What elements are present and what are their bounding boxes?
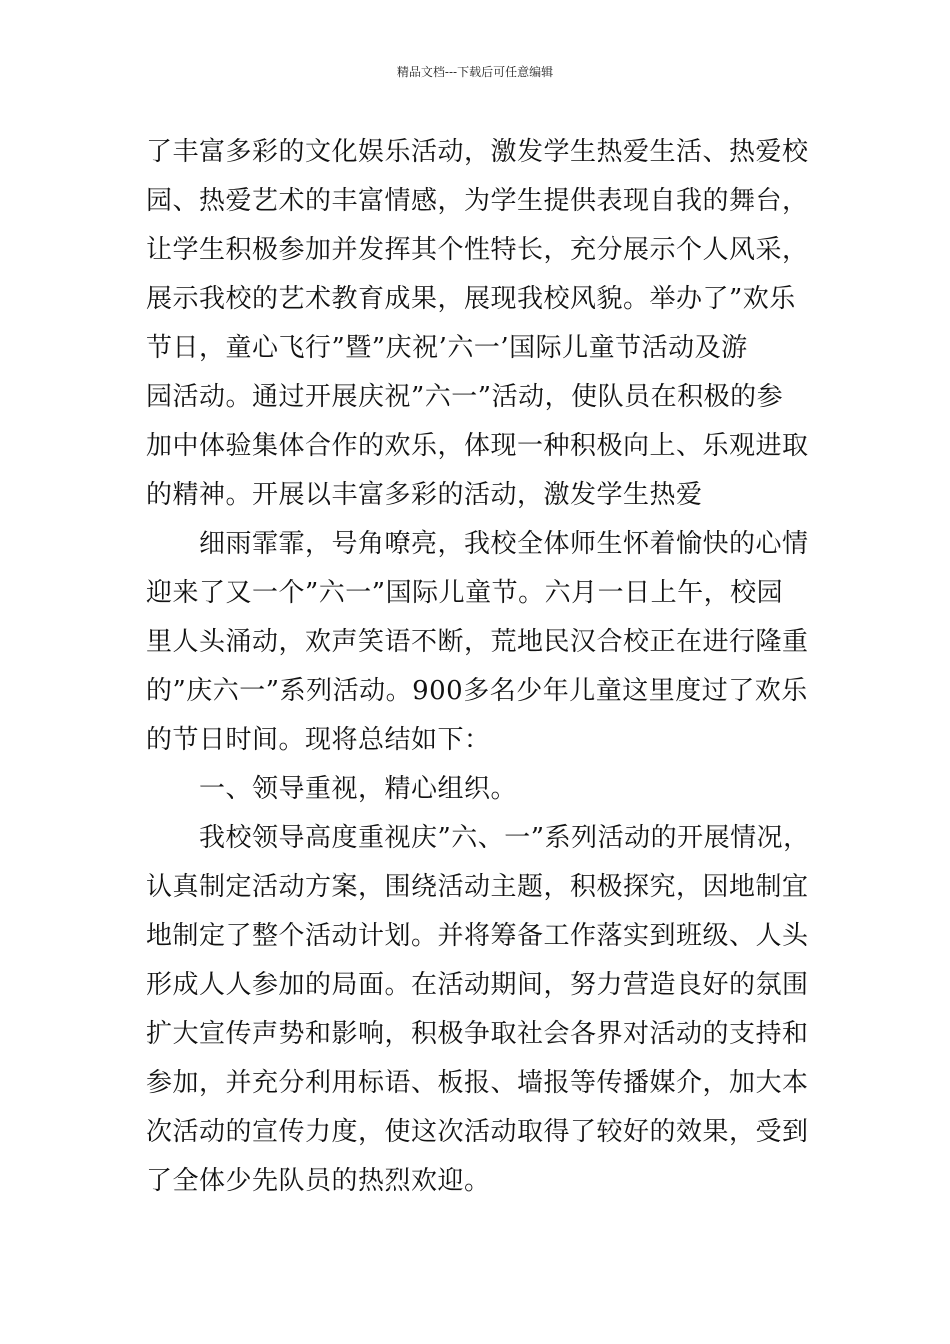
document-body — [146, 128, 836, 1206]
text-line: 的精神。开展以丰富多彩的活动，激发学生热爱 — [146, 480, 703, 510]
text-line: 地制定了整个活动计划。并将筹备工作落实到班级、人头 — [146, 921, 809, 951]
text-line: 加中体验集体合作的欢乐，体现一种积极向上、乐观进取 — [146, 431, 809, 461]
text-line: 了全体少先队员的热烈欢迎。 — [146, 1166, 491, 1196]
text-line: 里人头涌动，欢声笑语不断，荒地民汉合校正在进行隆重 — [146, 627, 809, 657]
text-line: 节日，童心飞行”暨”庆祝’六一’国际儿童节活动及游 — [146, 333, 748, 363]
text-line: 园、热爱艺术的丰富情感，为学生提供表现自我的舞台， — [146, 186, 809, 216]
text-line: 园活动。通过开展庆祝”六一”活动，使队员在积极的参 — [146, 382, 784, 412]
text-line: 的节日时间。现将总结如下： — [146, 725, 491, 755]
section-heading: 一、领导重视，精心组织。 — [146, 774, 518, 804]
text-line: 扩大宣传声势和影响，积极争取社会各界对活动的支持和 — [146, 1019, 809, 1049]
text-line: 参加，并充分利用标语、板报、墙报等传播媒介，加大本 — [146, 1068, 809, 1098]
text-line: 让学生积极参加并发挥其个性特长，充分展示个人风采， — [146, 235, 809, 265]
text-line: 展示我校的艺术教育成果，展现我校风貌。举办了”欢乐 — [146, 284, 796, 314]
text-line: 了丰富多彩的文化娱乐活动，激发学生热爱生活、热爱校 — [146, 137, 809, 167]
text-line: 次活动的宣传力度，使这次活动取得了较好的效果，受到 — [146, 1117, 809, 1147]
text-line: 我校领导高度重视庆”六、一”系列活动的开展情况， — [146, 823, 810, 853]
text-line: 认真制定活动方案，围绕活动主题，积极探究，因地制宜 — [146, 872, 809, 902]
page-header: 精品文档---下载后可任意编辑 — [396, 65, 554, 79]
text-line: 迎来了又一个”六一”国际儿童节。六月一日上午，校园 — [146, 578, 784, 608]
text-line: 形成人人参加的局面。在活动期间，努力营造良好的氛围 — [146, 970, 809, 1000]
text-line: 细雨霏霏，号角嘹亮，我校全体师生怀着愉快的心情 — [146, 529, 809, 559]
text-line: 的”庆六一”系列活动。900多名少年儿童这里度过了欢乐 — [146, 676, 808, 706]
